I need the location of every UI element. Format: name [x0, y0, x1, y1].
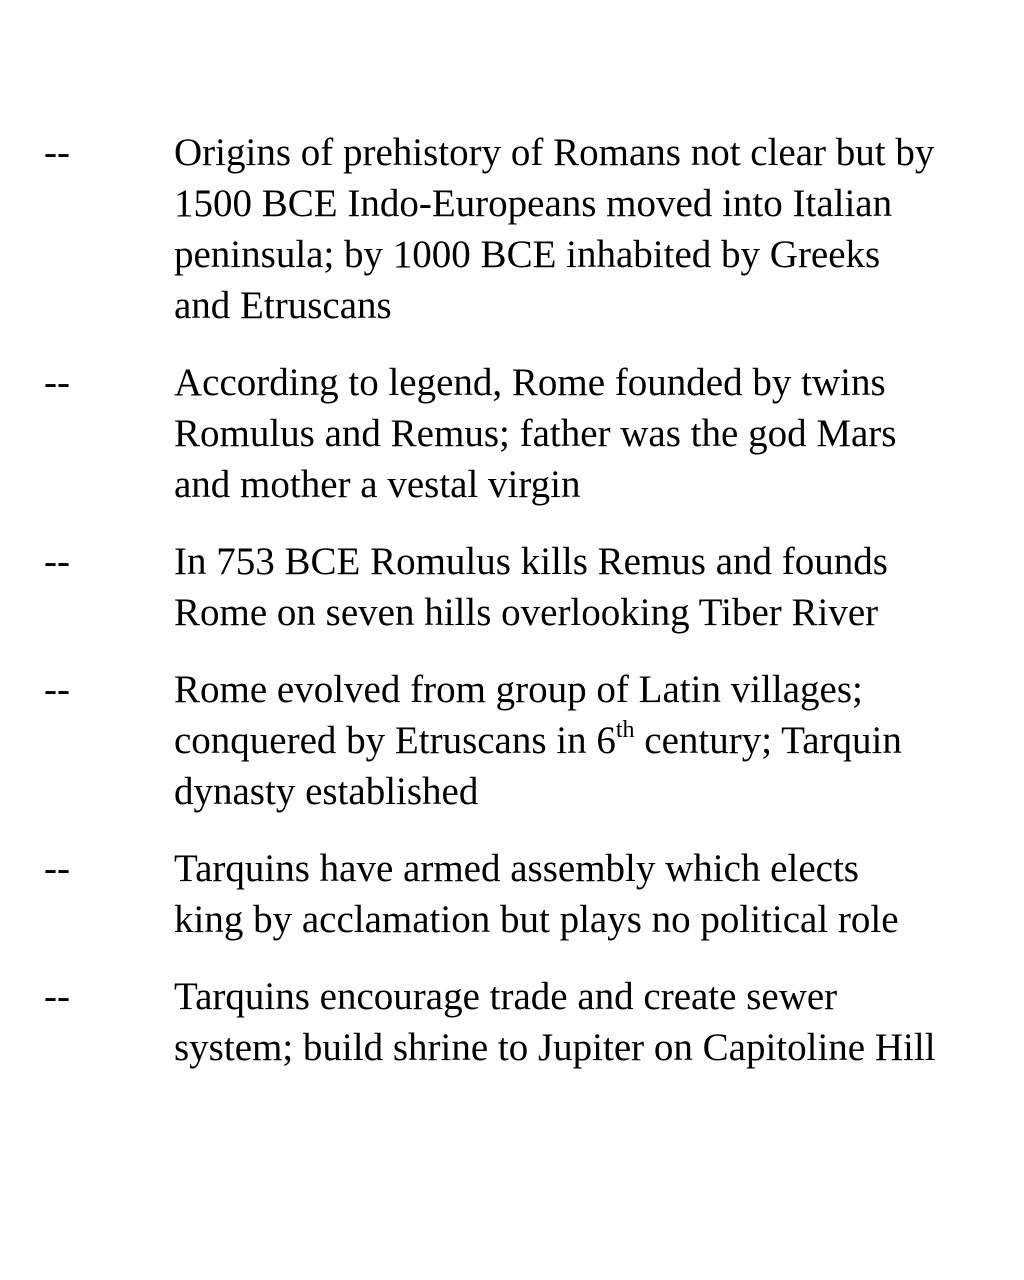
- bullet-marker: --: [44, 540, 70, 583]
- bullet-text-part: Rome evolved from group of Latin villages; conquered by Etruscans in 6: [174, 668, 863, 762]
- list-item: [0, 536, 1024, 638]
- bullet-text: In 753 BCE Romulus kills Remus and founds Rome on seven hills overlooking Tiber River: [174, 540, 888, 634]
- superscript-ordinal: th: [615, 717, 635, 743]
- bullet-list: [0, 127, 1024, 1099]
- bullet-text: According to legend, Rome founded by twins Romulus and Remus; father was the god Mars and mother a vestal virgin: [174, 361, 897, 506]
- bullet-text: Origins of prehistory of Romans not clear but by 1500 BCE Indo-Europeans moved into Italian peninsula; by 1000 BCE inhabited by Greeks and Etruscans: [174, 131, 935, 327]
- bullet-marker: --: [44, 131, 70, 174]
- bullet-marker: --: [44, 847, 70, 890]
- bullet-marker: --: [44, 361, 70, 404]
- list-item: [0, 971, 1024, 1073]
- list-item: [0, 843, 1024, 945]
- bullet-marker: --: [44, 668, 70, 711]
- list-item: [0, 127, 1024, 331]
- bullet-text-part: century; Tarquin dynasty established: [174, 719, 902, 813]
- list-item: [0, 357, 1024, 510]
- list-item: [0, 664, 1024, 817]
- bullet-text: Tarquins encourage trade and create sewer system; build shrine to Jupiter on Capitoline Hill: [174, 975, 936, 1069]
- bullet-marker: --: [44, 975, 70, 1018]
- bullet-text: [174, 664, 1010, 817]
- bullet-text: Tarquins have armed assembly which elects king by acclamation but plays no political role: [174, 847, 899, 941]
